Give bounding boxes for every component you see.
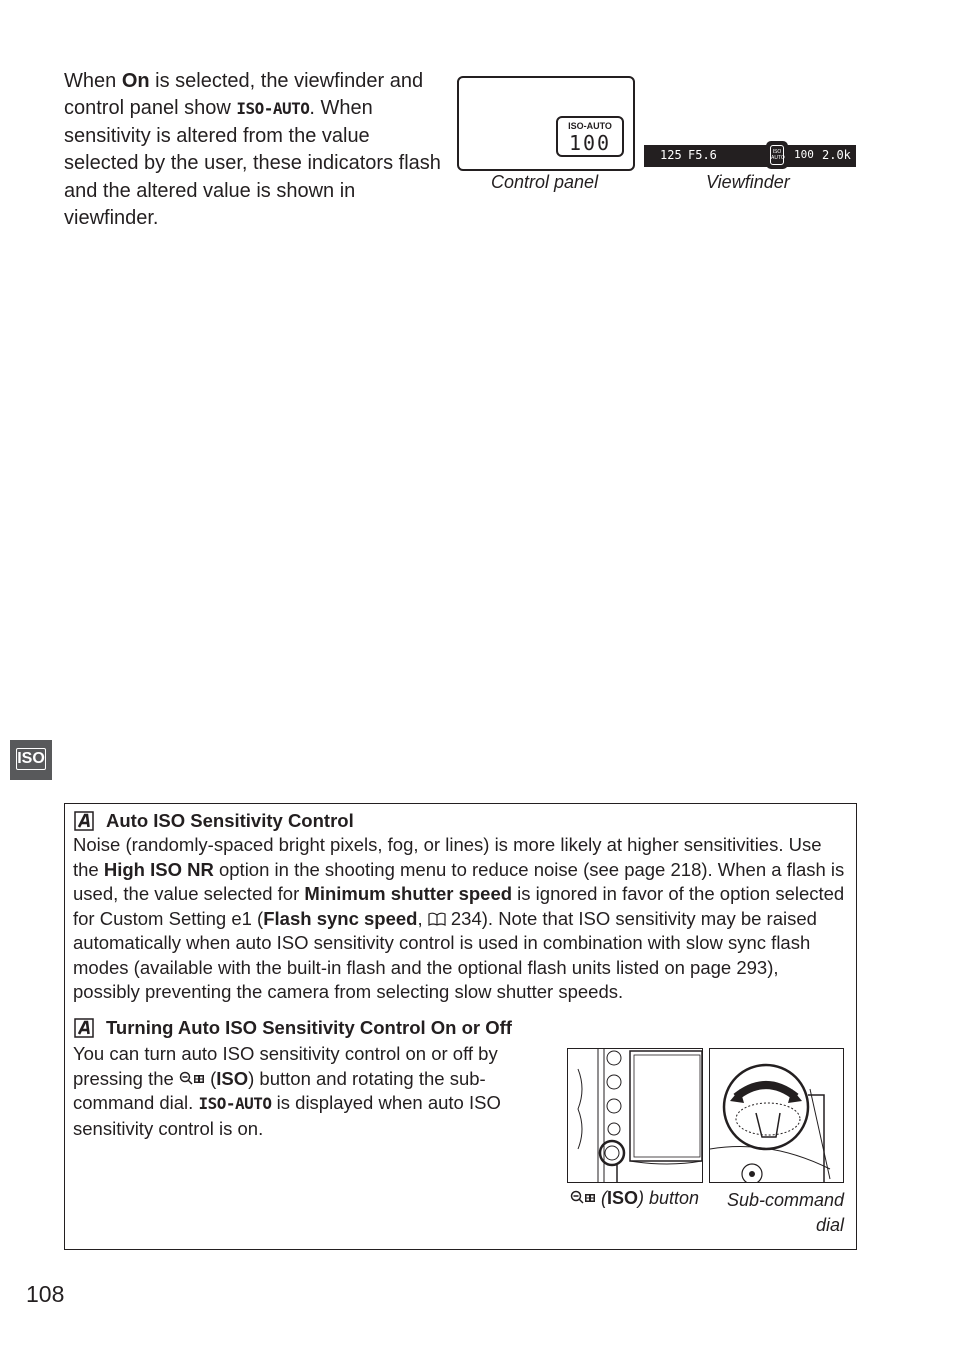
on-term: On xyxy=(121,70,150,92)
chapter-tab xyxy=(10,740,52,780)
note1-title: Auto ISO Sensitivity Control xyxy=(106,810,354,831)
vf-aperture: F5.6 xyxy=(688,148,717,162)
page-number: 108 xyxy=(26,1281,65,1307)
intro-paragraph: When On is selected, the viewfinder and control panel show ISO-AUTO. When sensitivity is altered from the value selected by the user, these indicators flash and the altered value is shown in viewfinder. xyxy=(64,70,441,230)
vf-frames: 2.0k xyxy=(822,148,851,162)
caption-viewfinder: Viewfinder xyxy=(706,172,790,192)
control-panel-iso-display xyxy=(556,116,624,157)
caption-sub-command-dial: Sub-command dial xyxy=(726,1190,844,1235)
book-icon xyxy=(428,912,446,926)
vf-iso-auto-indicator xyxy=(766,141,788,169)
note2-title: Turning Auto ISO Sensitivity Control On or Off xyxy=(106,1017,512,1038)
zoom-out-thumbnail-icon xyxy=(570,1190,596,1206)
note-icon xyxy=(74,1018,94,1038)
note-icon xyxy=(74,811,94,831)
iso-auto-indicator: ISO-AUTO xyxy=(236,99,310,119)
vf-iso-auto-label: ISO AUTO xyxy=(770,145,784,165)
camera-dial-drawing xyxy=(710,1049,843,1182)
iso-auto-label: ISO-AUTO xyxy=(568,121,612,131)
vf-shutter-speed: 125 xyxy=(660,148,682,162)
caption-iso-button: (ISO) button xyxy=(570,1188,699,1209)
vf-iso-value: 100 xyxy=(794,148,814,161)
iso-value: 100 xyxy=(568,131,612,155)
chapter-tab-label: ISO xyxy=(17,750,45,767)
note1-body: Noise (randomly-spaced bright pixels, fog, or lines) is more likely at higher sensitivities. Use the High ISO NR option in the shooting menu to reduce noise (see page 218). When a flash is used, the value selected for Minimum shutter speed is ignored in favor of the option selected for Custom Setting e1 (Flash sync speed, 234). Note that ISO sensitivity may be raised automatically when auto ISO sensitivity control is used in combination with slow sync flash modes (available with the built-in flash and the optional flash units listed on page 293), possibly preventing the camera from selecting slow shutter speeds. xyxy=(73,834,845,1002)
note2-body: You can turn auto ISO sensitivity control on or off by pressing the (ISO) button and rotating the sub-command dial. ISO-AUTO is displayed when auto ISO sensitivity control is on. xyxy=(73,1043,501,1139)
iso-auto-indicator: ISO-AUTO xyxy=(198,1094,272,1113)
camera-back-illustration xyxy=(567,1048,703,1183)
zoom-out-thumbnail-icon xyxy=(179,1071,205,1087)
viewfinder-display xyxy=(644,145,856,167)
caption-control-panel: Control panel xyxy=(491,172,599,192)
camera-back-drawing xyxy=(568,1049,702,1182)
camera-top-illustration xyxy=(709,1048,844,1183)
